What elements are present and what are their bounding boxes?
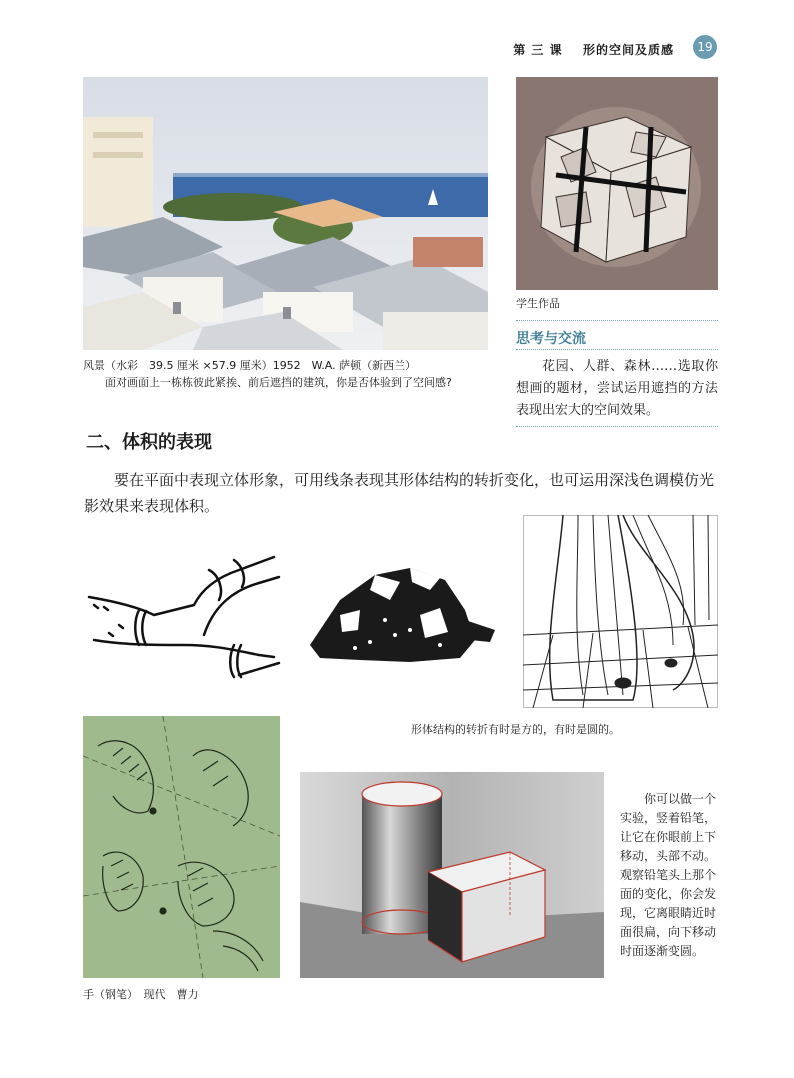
- lesson-title: 形的空间及质感: [582, 43, 674, 57]
- pencil-experiment-note: 你可以做一个实验，竖着铅笔，让它在你眼前上下移动，头部不动。观察铅笔头上那个面的变化，你会发现，它离眼睛近时面很扁，向下移动时面逐渐变圆。: [620, 792, 717, 958]
- think-box-top-rule: [516, 320, 718, 321]
- page-number-badge: 19: [693, 35, 717, 59]
- hands-pen-drawing: [83, 716, 280, 978]
- think-box-title: 思考与交流: [516, 331, 586, 347]
- student-work-image: [516, 77, 718, 290]
- page-header-title: [513, 41, 674, 58]
- think-box-bottom-rule: [516, 426, 718, 427]
- think-box-body: 花园、人群、森林……选取你想画的题材，尝试运用遮挡的方法表现出宏大的空间效果。: [516, 359, 718, 418]
- lesson-label: 第 三 课: [513, 43, 563, 57]
- landscape-watercolor-image: [83, 77, 488, 350]
- student-work-caption: 学生作品: [516, 297, 560, 310]
- structure-caption: 形体结构的转折有时是方的，有时是圆的。: [411, 723, 620, 736]
- think-box-mid-rule: [516, 349, 718, 350]
- landscape-caption-2: 面对画面上一栋栋彼此紧挨、前后遮挡的建筑，你是否体验到了空间感?: [105, 376, 452, 389]
- rock-ink-drawing: [300, 560, 500, 675]
- drapery-line-drawing: [523, 515, 718, 708]
- section-heading: 二、体积的表现: [86, 432, 212, 453]
- landscape-caption-1: 风景（水彩 39.5 厘米 ×57.9 厘米）1952 W.A. 萨顿（新西兰）: [83, 359, 417, 372]
- section-paragraph: 要在平面中表现立体形象，可用线条表现其形体结构的转折变化，也可运用深浅色调模仿光影效果来表现体积。: [84, 471, 715, 515]
- pipe-line-drawing: [84, 545, 284, 695]
- hands-caption: 手（钢笔） 现代 曹力: [83, 988, 199, 1001]
- cylinder-cube-pencil-drawing: [300, 772, 604, 978]
